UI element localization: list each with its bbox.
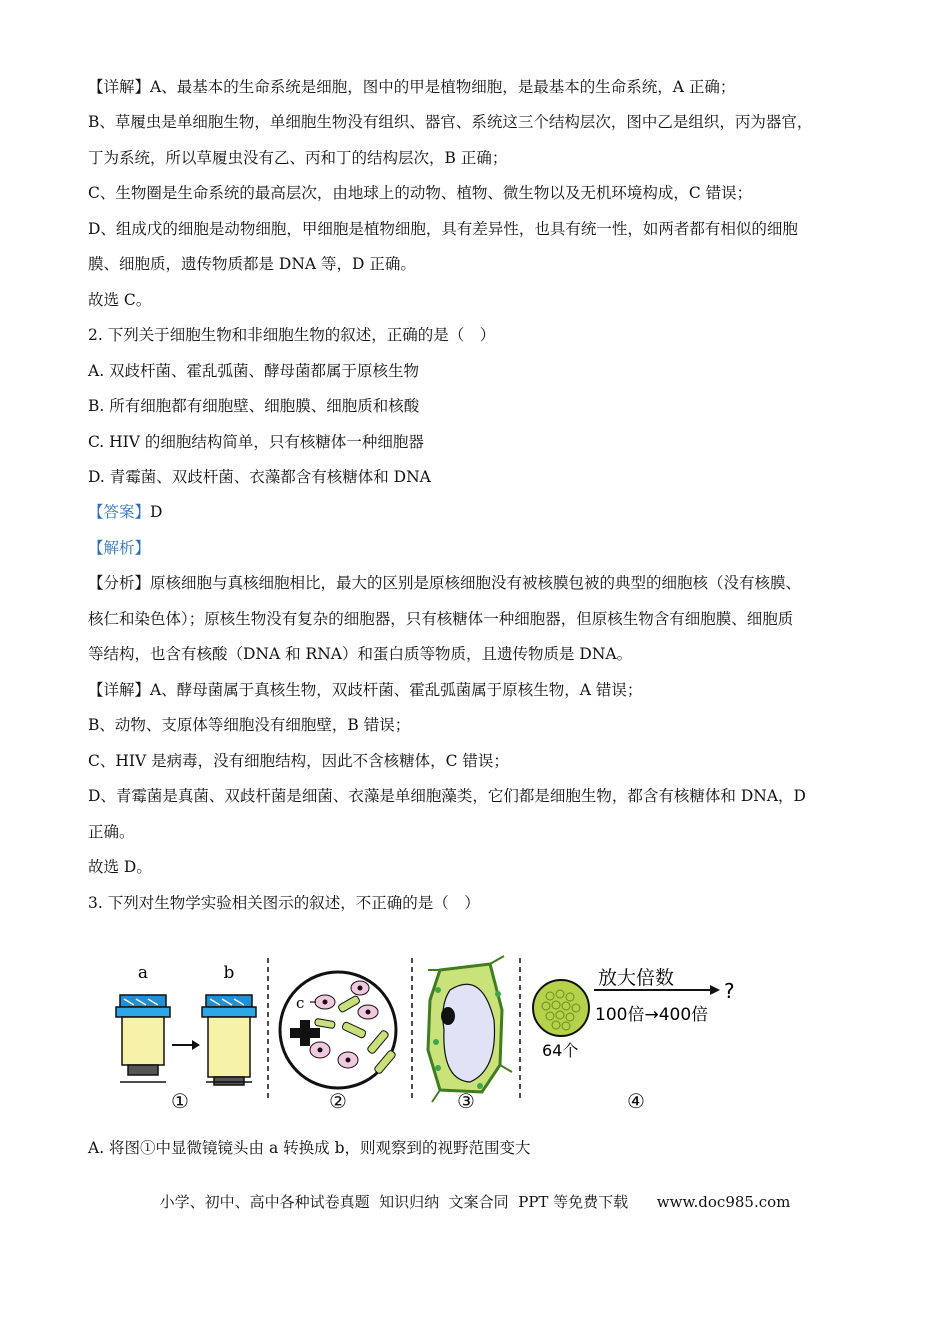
- panel-label-2: ②: [329, 1089, 347, 1113]
- text-line: 膜、细胞质，遗传物质都是 DNA 等，D 正确。: [88, 255, 416, 273]
- figure-drawing: [110, 950, 770, 1130]
- text-line: 【详解】A、最基本的生命系统是细胞，图中的甲是植物细胞，是最基本的生命系统，A 正确；: [88, 78, 736, 96]
- panel-label-1: ①: [171, 1089, 189, 1113]
- panel-label-3: ③: [457, 1089, 475, 1113]
- text-line: 故选 C。: [88, 291, 152, 309]
- option-a: A. 将图①中显微镜镜头由 a 转换成 b，则观察到的视野范围变大: [88, 1139, 531, 1157]
- answer-tag: 【答案】: [88, 503, 151, 521]
- text-line: B、动物、支原体等细胞没有细胞壁，B 错误；: [88, 716, 411, 734]
- objective-lens-b: [202, 995, 256, 1085]
- option-a: A. 双歧杆菌、霍乱弧菌、酵母菌都属于原核生物: [88, 362, 420, 380]
- text-line: D、组成戊的细胞是动物细胞，甲细胞是植物细胞，具有差异性，也具有统一性，如两者都有相似的细胞: [88, 220, 798, 238]
- section-tag: 【分析】: [88, 574, 151, 592]
- experiment-figure: [110, 950, 770, 1130]
- text-line: 故选 D。: [88, 858, 152, 876]
- cell-count: 64个: [542, 1041, 579, 1060]
- question-2-stem: 2. 下列关于细胞生物和非细胞生物的叙述，正确的是（ ）: [88, 326, 496, 344]
- analysis-heading: [88, 538, 868, 558]
- text-line: 正确。: [88, 823, 135, 841]
- cell-label-c: c: [296, 994, 305, 1012]
- footer: 小学、初中、高中各种试卷真题 知识归纳 文案合同 PPT 等免费下载 www.doc985.com: [159, 1193, 791, 1211]
- text-line: 核仁和染色体）；原核生物没有复杂的细胞器，只有核糖体一种细胞器，但原核生物含有细胞膜、细胞质: [88, 610, 794, 628]
- text-line: C、HIV 是病毒，没有细胞结构，因此不含核糖体，C 错误；: [88, 752, 509, 770]
- option-d: D. 青霉菌、双歧杆菌、衣藻都含有核糖体和 DNA: [88, 468, 431, 486]
- cell-field-circle: [533, 980, 589, 1036]
- answer-line: 【答案】D: [88, 503, 163, 521]
- option-b: B. 所有细胞都有细胞壁、细胞膜、细胞质和核酸: [88, 397, 420, 415]
- magnify-range: 100倍→400倍: [595, 1005, 709, 1025]
- plant-cell: [428, 956, 512, 1102]
- panel-label-4: ④: [627, 1089, 645, 1113]
- text-line: 丁为系统，所以草履虫没有乙、丙和丁的结构层次，B 正确；: [88, 149, 508, 167]
- text-line: 【详解】A、酵母菌属于真核生物，双歧杆菌、霍乱弧菌属于原核生物，A 错误；: [88, 681, 643, 699]
- arrow-icon: [172, 1040, 200, 1050]
- microscope-field: [280, 972, 396, 1088]
- option-c: C. HIV 的细胞结构简单，只有核糖体一种细胞器: [88, 433, 424, 451]
- lens-label-a: a: [137, 963, 149, 983]
- text-line: B、草履虫是单细胞生物，单细胞生物没有组织、器官、系统这三个结构层次，图中乙是组织，丙为器官，: [88, 113, 813, 131]
- section-tag: 【详解】: [88, 681, 151, 699]
- section-tag: 【详解】: [88, 78, 151, 96]
- text-line: 【分析】原核细胞与真核细胞相比，最大的区别是原核细胞没有被核膜包被的典型的细胞核（没有核膜、: [88, 574, 802, 592]
- question-3-stem: 3. 下列对生物学实验相关图示的叙述，不正确的是（ ）: [88, 894, 480, 912]
- text-line: 等结构，也含有核酸（DNA 和 RNA）和蛋白质等物质，且遗传物质是 DNA。: [88, 645, 633, 663]
- question-mark: ?: [724, 979, 735, 1003]
- lens-label-b: b: [223, 963, 235, 983]
- objective-lens-a: [116, 995, 170, 1075]
- text-line: D、青霉菌是真菌、双歧杆菌是细菌、衣藻是单细胞藻类，它们都是细胞生物，都含有核糖体和 DNA，D: [88, 787, 806, 805]
- analysis-tag: 【解析】: [88, 539, 151, 557]
- text-line: C、生物圈是生命系统的最高层次，由地球上的动物、植物、微生物以及无机环境构成，C 错误；: [88, 184, 753, 202]
- magnify-label: 放大倍数: [598, 967, 675, 989]
